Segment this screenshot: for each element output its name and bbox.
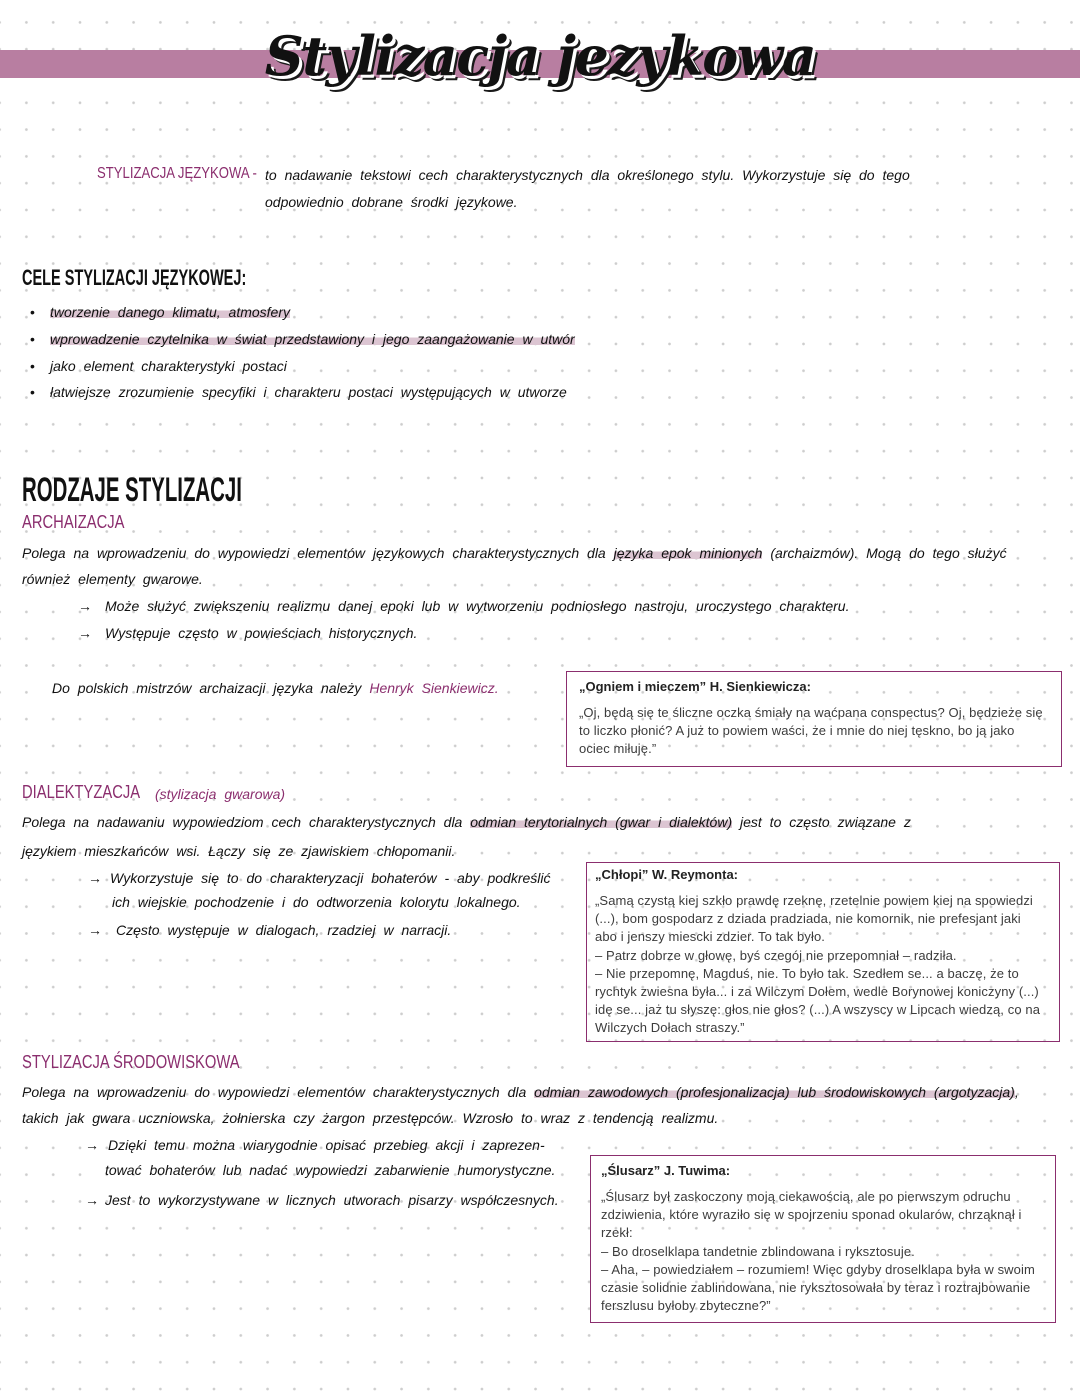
goal-item: [50, 329, 575, 349]
quote-line: – Bo droselklapa tandetnie zblindowana i ryksztosuje.: [601, 1243, 915, 1259]
quote-line: abo i jenszy miescki zdzier. To tak było.: [595, 929, 826, 945]
quote-line: „Oj, będą się te śliczne oczka śmiały na waćpana conspectus? Oj, będzieże się: [579, 705, 1043, 720]
dialect-point: ich wiejskie pochodzenie i do odtworzenia kolorytu lokalnego.: [112, 894, 521, 910]
dialect-heading: DIALEKTYZACJA: [22, 782, 141, 802]
dialect-paragraph-line: językiem mieszkańców wsi. Łączy się ze zjawiskiem chłopomanii.: [22, 843, 456, 859]
quote-line: zdziwienia, które wyraziło się w spojrzeniu sponad okularów, chrząknął i: [601, 1207, 1022, 1223]
text-segment: Polega na wprowadzeniu do wypowiedzi elementów charakterystycznych dla: [22, 1084, 535, 1100]
quote-title: „Chłopi” W. Reymonta:: [595, 867, 738, 882]
highlighted-phrase: odmian terytorialnych (gwar i dialektów): [470, 814, 733, 830]
quote-line: (...), bom gospodarz z dziada pradziada, nie komornik, nie prefesjant jaki: [595, 911, 1021, 927]
goals-heading: CELE STYLIZACJI JĘZYKOWEJ:: [22, 265, 247, 290]
arrow-right-icon: →: [85, 1192, 99, 1208]
environmental-heading: STYLIZACJA ŚRODOWISKOWA: [22, 1052, 240, 1072]
goal-item: [50, 302, 290, 322]
definition-line: odpowiednio dobrane środki językowe.: [265, 194, 518, 210]
environmental-point: tować bohaterów lub nadać wypowiedzi zabarwienie humorystyczne.: [105, 1162, 556, 1178]
text-segment: Do polskich mistrzów archaizacji języka należy: [52, 680, 370, 696]
dialect-point: Wykorzystuje się to do charakteryzacji bohaterów - aby podkreślić: [110, 870, 551, 886]
text-segment: Polega na wprowadzeniu do wypowiedzi elementów językowych charakterystycznych dla: [22, 545, 614, 561]
quote-line: idę se... jaż tu słyszę: głos nie głos? (...) A wszyscy w Lipcach wiedzą, co na: [595, 1002, 1041, 1018]
archaization-paragraph-line: również elementy gwarowe.: [22, 571, 203, 587]
quote-box-chlopi: [586, 862, 1060, 1042]
quote-line: ociec miłuję.”: [579, 741, 657, 757]
text-segment: ,: [1014, 1084, 1019, 1100]
highlighted-phrase: języka epok minionych: [613, 545, 763, 561]
arrow-right-icon: →: [88, 870, 102, 886]
bullet-icon: •: [30, 304, 35, 320]
definition-line: to nadawanie tekstowi cech charakterystycznych dla określonego stylu. Wykorzystuje się do tego: [265, 167, 910, 183]
text-segment: Polega na nadawaniu wypowiedziom cech charakterystycznych dla: [22, 814, 471, 830]
bullet-icon: •: [30, 331, 35, 347]
dialect-subheading: (stylizacja gwarowa): [155, 786, 286, 802]
arrow-right-icon: →: [78, 625, 92, 641]
quote-line: „Samą czystą kiej szkło prawdę rzeknę, rzetelnie powiem kiej na spowiedzi: [595, 893, 1033, 908]
quote-line: – Aha, – powiedziałem – rozumiem! Więc gdyby droselklapa była w swoim: [601, 1261, 1035, 1277]
text-segment: (archaizmów). Mogą do tego służyć: [762, 545, 1007, 561]
definition-term: STYLIZACJA JĘZYKOWA -: [97, 165, 257, 182]
quote-line: to liczko płonić? A już to powiem waści, że i mnie do niej tęskno, bo ją jako: [579, 723, 1015, 739]
dialect-paragraph-line: [22, 812, 911, 832]
archaization-note: [52, 678, 499, 698]
arrow-right-icon: →: [85, 1137, 99, 1153]
environmental-paragraph-line: takich jak gwara uczniowska, żołnierska czy żargon przestępców. Wzrosło to wraz z tendencją realizmu.: [22, 1110, 719, 1126]
archaization-heading: ARCHAIZACJA: [22, 512, 125, 532]
bullet-icon: •: [30, 358, 35, 374]
page-title: Stylizacja jezykowa: [264, 24, 816, 88]
quote-line: rzekł:: [601, 1225, 633, 1241]
quote-title: „Ogniem i mieczem” H. Sienkiewicza:: [579, 679, 811, 694]
archaization-point: Występuje często w powieściach historycznych.: [105, 625, 418, 641]
highlighted-phrase: wprowadzenie czytelnika w świat przedstawiony i jego zaangażowanie w utwór: [50, 331, 575, 347]
quote-title: „Ślusarz” J. Tuwima:: [601, 1163, 731, 1178]
archaization-point: Może służyć zwiększeniu realizmu danej epoki lub w wytworzeniu podniosłego nastroju, uroczystego charakteru.: [105, 598, 850, 614]
arrow-right-icon: →: [88, 922, 102, 938]
environmental-point: Jest to wykorzystywane w licznych utworach pisarzy współczesnych.: [105, 1192, 559, 1208]
quote-line: rychtyk zwiesna była... i za Wilczym Dołem, wedle Borynowej koniczyny (...): [595, 984, 1039, 1000]
goal-item: łatwiejsze zrozumienie specyfiki i charakteru postaci występujących w utworze: [50, 384, 567, 400]
archaization-paragraph-line: [22, 543, 1007, 563]
quote-box-slusarz: [590, 1155, 1056, 1323]
quote-box-ogniem-i-mieczem: [566, 671, 1062, 767]
environmental-paragraph-line: [22, 1082, 1019, 1102]
quote-line: czasie solidnie zablindowana, nie ryksztosowała by teraz i roztrajbowanie: [601, 1280, 1031, 1296]
arrow-right-icon: →: [78, 598, 92, 614]
quote-line: – Patrz dobrze w głowę, byś czegój nie przepomniał – radziła.: [595, 947, 957, 963]
author-name: Henryk Sienkiewicz.: [369, 680, 499, 696]
goal-item: jako element charakterystyki postaci: [50, 358, 287, 374]
highlighted-phrase: odmian zawodowych (profesjonalizacja) lub środowiskowych (argotyzacja): [534, 1084, 1015, 1100]
highlighted-phrase: tworzenie danego klimatu, atmosfery: [50, 304, 290, 320]
text-segment: jest to często związane z: [732, 814, 911, 830]
types-heading: RODZAJE STYLIZACJI: [22, 471, 242, 509]
environmental-point: Dzięki temu można wiarygodnie opisać przebieg akcji i zaprezen-: [108, 1137, 545, 1153]
dialect-point: Często występuje w dialogach, rzadziej w narracji.: [116, 922, 452, 938]
quote-line: „Ślusarz był zaskoczony moją ciekawością, ale po pierwszym odruchu: [601, 1189, 1011, 1204]
quote-line: ferszlusu byłoby zbyteczne?”: [601, 1298, 771, 1314]
bullet-icon: •: [30, 384, 35, 400]
quote-line: – Nie przepomnę, Magduś, nie. To było tak. Szedłem se... a baczę, że to: [595, 965, 1019, 981]
quote-line: Wilczych Dołach straszy.”: [595, 1020, 745, 1036]
